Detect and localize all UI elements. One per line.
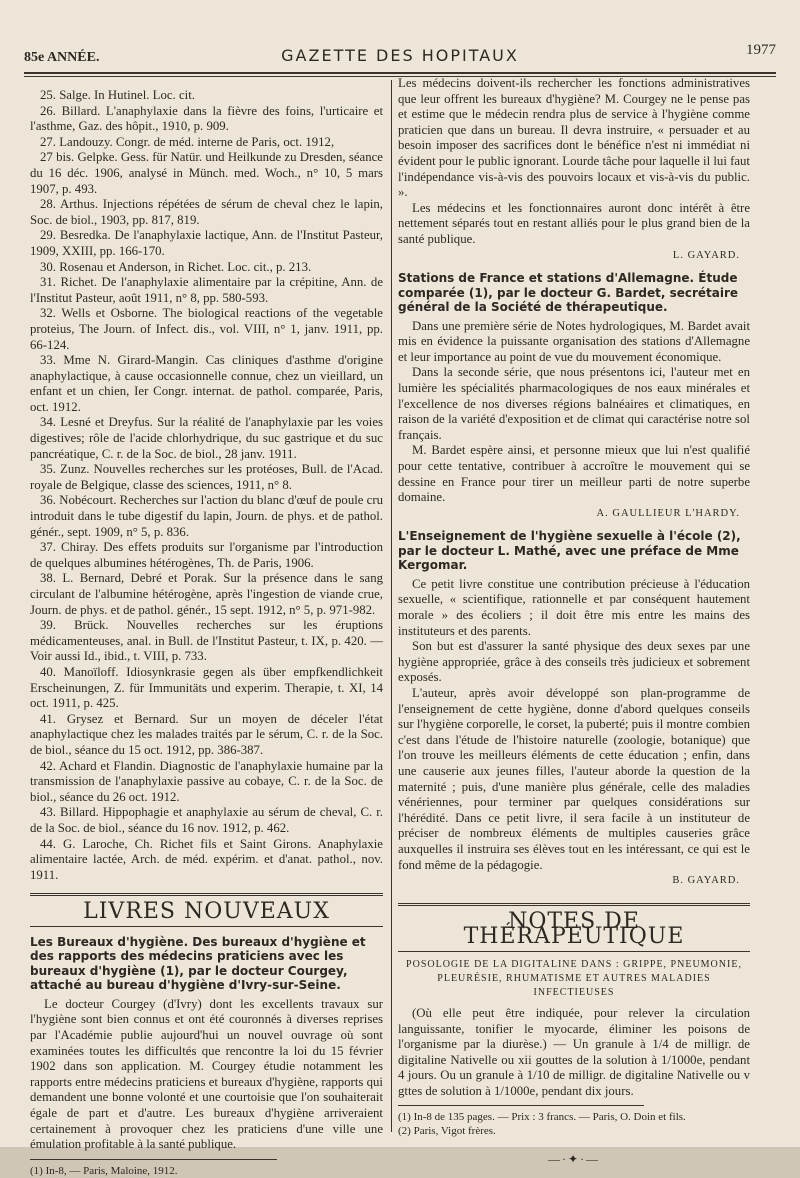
reference-item: 34. Lesné et Dreyfus. Sur la réalité de l'anaphylaxie par les voies digestives; rôle de l'acide chlorhydrique, du suc gastrique et du suc pancréatique, C. r. de la Soc. de biol., 28 janv. 1911. (30, 415, 383, 461)
article-paragraph: Les médecins doivent-ils rechercher les fonctions administratives que leur offrent les bureaux d'hygiène? M. Courgey ne le pense pas et estime que le médecin rendra plus de service à l'hygiène comme praticien que dans un bureau. Il devra instruire, « persuader et au besoin imposer des sacrifices dont le bénéfice n'est ni immédiat ni évident pour le public ignorant. Lourde tâche pour laquelle il lui faut l'indépendance vis-à-vis des pouvoirs locaux et vis-à-vis du public. ». (398, 76, 750, 200)
year-label: 85e ANNÉE. (24, 50, 100, 65)
footnote: (1) In-8, — Paris, Maloine, 1912. (30, 1164, 178, 1177)
reference-item: 33. Mme N. Girard-Mangin. Cas cliniques d'asthme d'origine anaphylactique, à cause occasionnelle connue, chez un vieillard, un enfant et un chien, Ier Congr. internat. de pathol. comparée, Paris, oct. 1912. (30, 353, 383, 414)
reference-item: 38. L. Bernard, Debré et Porak. Sur la présence dans le sang circulant de l'albumine hétérogène, après l'ingestion de viande crue, Journ. de phys. et de pathol. génér., 15 sept. 1912, n° 5, p. 971-982. (30, 571, 383, 617)
reference-item: 28. Arthus. Injections répétées de sérum de cheval chez le lapin, Soc. de biol., 1903, pp. 817, 819. (30, 197, 383, 227)
reference-item: 32. Wells et Osborne. The biological reactions of the vegetable proteius, The Journ. of Infect. dis., vol. VIII, n° 1, janv. 1911, pp. 66-124. (30, 306, 383, 352)
reference-item: 40. Manoïloff. Idiosynkrasie gegen als über empfkendlichkeit Erscheinungen, Z. für Immunitäts und experim. Therapie, t. XI, 14 oct. 1911, p. 425. (30, 664, 383, 711)
footnote: (2) Paris, Vigot frères. (398, 1125, 496, 1138)
reference-item: 31. Richet. De l'anaphylaxie alimentaire par la crépitine, Ann. de l'Institut Pasteur, août 1911, n° 8, pp. 580-593. (30, 275, 383, 305)
author-signature: B. GAYARD. (672, 875, 740, 887)
reference-item: 41. Grysez et Bernard. Sur un moyen de déceler l'état anaphylactique chez les malades traités par le sérum, C. r. de la Soc. de biol., séance du 15 oct. 1912, pp. 386-387. (30, 711, 383, 757)
footnote-rule (398, 1105, 644, 1106)
reference-item: 36. Nobécourt. Recherches sur l'action du blanc d'œuf de poule cru introduit dans le tube digestif du lapin, Journ. de phys. et de pathol. génér., sept. 1909, n° 5, p. 836. (30, 493, 383, 539)
article-paragraph: L'auteur, après avoir développé son plan-programme de l'enseignement de cette hygiène, donne d'abord quelques conseils sur l'hygiène corporelle, le corset, la puberté; puis il montre combien c'est dans l'étude de l'histoire naturelle (zoologie, botanique) que l'on trouve les meilleurs éléments de cette éducation ; enfin, dans une causerie aux jeunes filles, l'auteur aborde la question de la maternité ; puis, d'une manière plus générale, celle des maladies vénériennes, pour terminer par quelques considérations sur l'hérédité. Dans ce petit livre, il sera facile à un instituteur de préciser de nombreux éléments de multiples causeries grâce auxquelles il instruira ses élèves tout en les intéressant, ce qui est le fond même de la pédagogie. (398, 686, 750, 872)
reference-item: 27 bis. Gelpke. Gess. für Natür. und Heilkunde zu Dresden, séance du 16 déc. 1906, analysé in Münch. med. Woch., n° 10, 5 mars 1907, p. 493. (30, 150, 383, 196)
column-divider (391, 80, 392, 1132)
reference-item: 25. Salge. In Hutinel. Loc. cit. (40, 88, 195, 102)
article-paragraph: Dans une première série de Notes hydrologiques, M. Bardet avait mis en évidence la puissante organisation des stations d'Allemagne et leur importance au point de vue du mouvement économique. (398, 318, 750, 364)
reference-item: 39. Brück. Nouvelles recherches sur les éruptions médicamenteuses, anal. in Bull. de l'Institut Pasteur, t. IX, p. 420. — Voir aussi Id., ibid., t. VIII, p. 733. (30, 618, 383, 664)
reference-item: 26. Billard. L'anaphylaxie dans la fièvre des foins, l'urticaire et l'asthme, Gaz. des hôpit., 1910, p. 909. (30, 103, 383, 134)
article-paragraph: M. Bardet espère ainsi, et personne mieux que lui n'est qualifié pour cette tentative, contribuer à accroître le mouvement qui se dessine en France pour tirer un meilleur parti de notre superbe domaine. (398, 443, 750, 505)
left-column (30, 88, 383, 1178)
reference-item: 42. Achard et Flandin. Diagnostic de l'anaphylaxie humaine par la transmission de l'anaphylaxie passive au cobaye, C. r. de la Soc. de biol., séance du 26 oct. 1912. (30, 758, 383, 804)
reference-item: 44. G. Laroche, Ch. Richet fils et Saint Girons. Anaphylaxie alimentaire lactée, Arch. de méd. expérim. et d'anat. pathol., nov. 1911. (30, 836, 383, 882)
notes-therapeutique-heading: NOTES DE THÉRAPEUTIQUE (398, 903, 750, 952)
article-paragraph: Les médecins et les fonctionnaires auront donc intérêt à être nettement séparés tout en restant alliés pour le plus grand bien de la santé publique. (398, 200, 750, 246)
reference-list (30, 88, 383, 883)
article-paragraph: (Où elle peut être indiquée, pour relever la circulation languissante, tonifier le myocarde, éliminer les poisons de l'organisme par la diurèse.) — Un granule à 1/4 de milligr. de digitaline Nativelle ou xii gouttes de la solution à 1/1000e, pendant 4 jours. Ou un granule à 1/10 de milligr. de digitaline Nativelle ou v gttes de solution à 1/1000e, pendant dix jours. (398, 1005, 750, 1098)
reference-item: 35. Zunz. Nouvelles recherches sur les protéoses, Bull. de l'Acad. royale de Belgique, classe des sciences, 1911, n° 8. (30, 462, 383, 492)
reference-item: 29. Besredka. De l'anaphylaxie lactique, Ann. de l'Institut Pasteur, 1909, XXIII, pp. 166-170. (30, 228, 383, 258)
livres-nouveaux-heading: LIVRES NOUVEAUX (30, 893, 383, 927)
page-header (24, 44, 776, 70)
article-title: Les Bureaux d'hygiène. Des bureaux d'hygiène et des rapports des médecins praticiens avec les bureaux d'hygiène (1), par le docteur Courgey, attaché au bureau d'hygiène d'Ivry-sur-Seine. (30, 934, 366, 993)
reference-item: 27. Landouzy. Congr. de méd. interne de Paris, oct. 1912, (40, 134, 335, 149)
article-paragraph: Dans la seconde série, que nous présentons ici, l'auteur met en lumière les spécialités pharmacologiques de nos eaux minérales et l'excellence de nos diverses régions balnéaires et climatiques, en raison de la variété d'exposition et de climat qui caractérise notre sol français. (398, 365, 750, 442)
notes-subheading: POSOLOGIE DE LA DIGITALINE DANS : GRIPPE, PNEUMONIE, PLEURÉSIE, RHUMATISME ET AUTRES MALADIES INFECTIEUSES (406, 958, 742, 998)
author-signature: L. GAYARD. (672, 249, 740, 261)
footnote: (1) In-8 de 135 pages. — Prix : 3 francs. — Paris, O. Doin et fils. (398, 1111, 686, 1124)
reference-item: 43. Billard. Hippophagie et anaphylaxie au sérum de cheval, C. r. de la Soc. de biol., séance du 16 nov. 1912, p. 462. (30, 805, 383, 835)
reference-item: 30. Rosenau et Anderson, in Richet. Loc. cit., p. 213. (40, 259, 312, 274)
article-paragraph: Son but est d'assurer la santé physique des deux sexes par une hygiène appropriée, grâce à des conseils très judicieux et sobrement exposés. (398, 639, 750, 685)
article-title: L'Enseignement de l'hygiène sexuelle à l'école (2), par le docteur L. Mathé, avec une préface de Mme Kergomar. (398, 529, 741, 573)
article-title: Stations de France et stations d'Allemagne. Étude comparée (1), par le docteur G. Bardet, secrétaire général de la Société de thérapeutique. (398, 271, 739, 315)
journal-title: GAZETTE DES HOPITAUX (281, 46, 519, 65)
page-number: 1977 (746, 42, 776, 58)
ornament-divider: —·✦·— (547, 1152, 601, 1167)
footnote-rule (30, 1159, 277, 1160)
right-column (398, 76, 750, 1168)
article-paragraph: Le docteur Courgey (d'Ivry) dont les excellents travaux sur l'hygiène sont bien connus et ont été couronnés à diverses reprises par l'Académie publie aujourd'hui un nouvel ouvrage où sont examinées toutes les difficultés que rencontre la loi du 15 février 1902 dans son application. M. Courgey étudie notamment les rapports entre médecins praticiens et bureaux d'hygiène, rapports qui demandent une bonne volonté et une courtoisie que l'on souhaiterait égale de part et d'autre. Les bureaux d'hygiène arriveraient certainement à provoquer chez les praticiens d'une ville une émulation profitable à la santé publique. (30, 996, 383, 1152)
author-signature: A. GAULLIEUR L'HARDY. (596, 507, 740, 519)
reference-item: 37. Chiray. Des effets produits sur l'organisme par l'introduction de quelques albumines hétérogènes, Th. de Paris, 1906. (30, 540, 383, 570)
article-paragraph: Ce petit livre constitue une contribution précieuse à l'éducation sexuelle, « scientifique, rationnelle et par conséquent hautement morale » des écoliers ; il doit être mis entre les mains des instituteurs et des parents. (398, 576, 750, 638)
